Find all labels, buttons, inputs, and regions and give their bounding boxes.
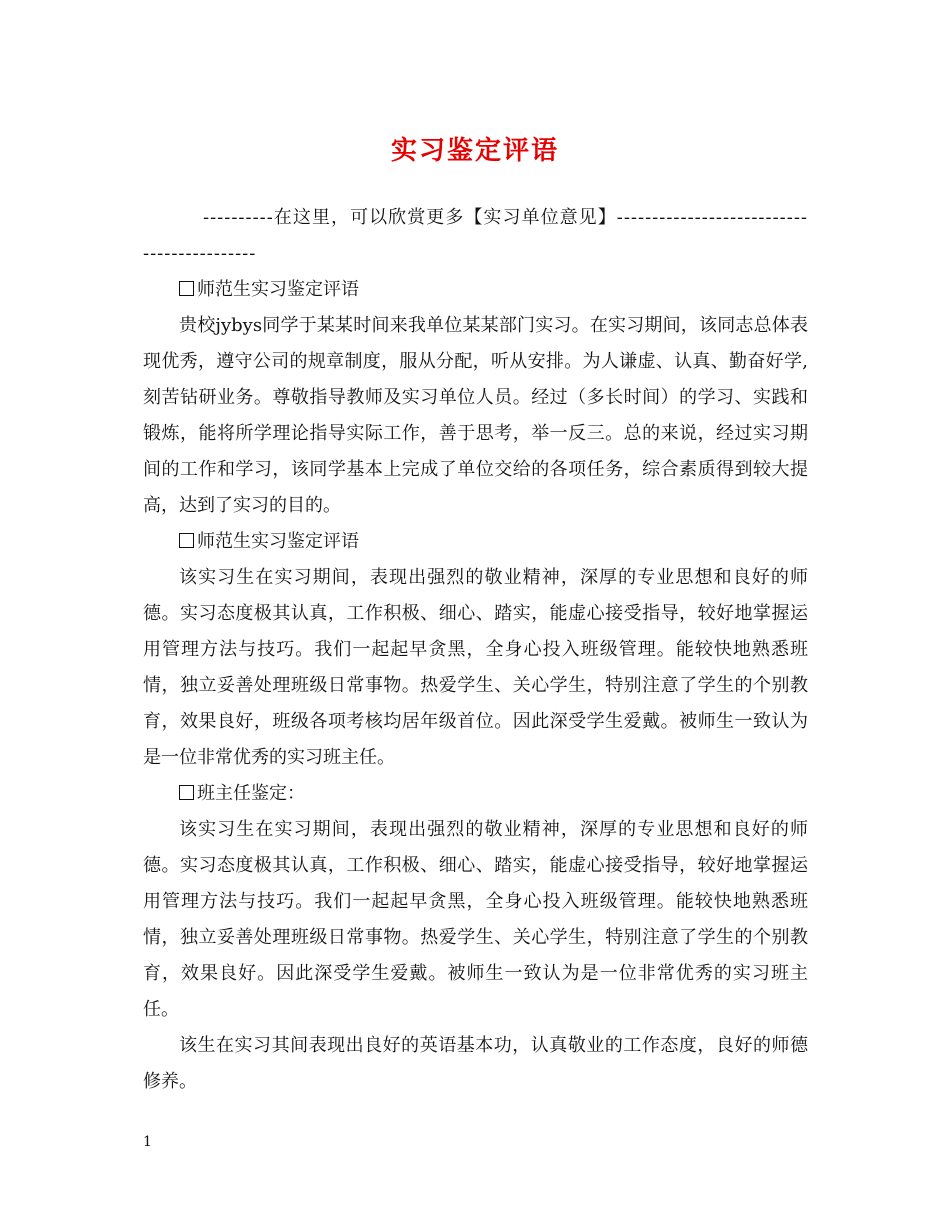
section-paragraph: 贵校jybys同学于某某时间来我单位某某部门实习。在实习期间，该同志总体表现优秀，遵守公司的规章制度，服从分配，听从安排。为人谦虚、认真、勤奋好学,刻苦钻研业务。尊敬指导教师及实习单位人员。经过（多长时间）的学习、实践和锻炼，能将所学理论指导实际工作，善于思考，举一反三。总的来说，经过实习期间的工作和学习，该同学基本上完成了单位交给的各项任务，综合素质得到较大提高，达到了实习的目的。 [143, 315, 808, 516]
closing-paragraph: 该生在实习其间表现出良好的英语基本功，认真敬业的工作态度，良好的师德修养。 [143, 1035, 808, 1092]
page-number: 1 [143, 1134, 152, 1150]
section-heading [143, 524, 808, 560]
document-body [143, 200, 808, 1100]
section-heading [143, 272, 808, 308]
document-title: 实习鉴定评语 [390, 136, 559, 166]
section-heading-text: 师范生实习鉴定评语 [197, 531, 359, 552]
checkbox-square-icon [179, 281, 194, 296]
checkbox-square-icon [179, 785, 194, 800]
section-heading-text: 班主任鉴定： [197, 783, 305, 804]
section-paragraph: 该实习生在实习期间，表现出强烈的敬业精神，深厚的专业思想和良好的师德。实习态度极其认真，工作积极、细心、踏实，能虚心接受指导，较好地掌握运用管理方法与技巧。我们一起起早贪黑，全身心投入班级管理。能较快地熟悉班情，独立妥善处理班级日常事物。热爱学生、关心学生，特别注意了学生的个别教育，效果良好，班级各项考核均居年级首位。因此深受学生爱戴。被师生一致认为是一位非常优秀的实习班主任。 [143, 567, 808, 768]
section-paragraph: 该实习生在实习期间，表现出强烈的敬业精神，深厚的专业思想和良好的师德。实习态度极其认真，工作积极、细心、踏实，能虚心接受指导，较好地掌握运用管理方法与技巧。我们一起起早贪黑，全身心投入班级管理。能较快地熟悉班情，独立妥善处理班级日常事物。热爱学生、关心学生，特别注意了学生的个别教育，效果良好。因此深受学生爱戴。被师生一致认为是一位非常优秀的实习班主任。 [143, 819, 808, 1020]
section-heading [143, 776, 808, 812]
section-heading-text: 师范生实习鉴定评语 [197, 279, 359, 300]
checkbox-square-icon [179, 533, 194, 548]
banner-line: ----------在这里，可以欣赏更多【实习单位意见】------------------------------------------- [143, 207, 808, 264]
